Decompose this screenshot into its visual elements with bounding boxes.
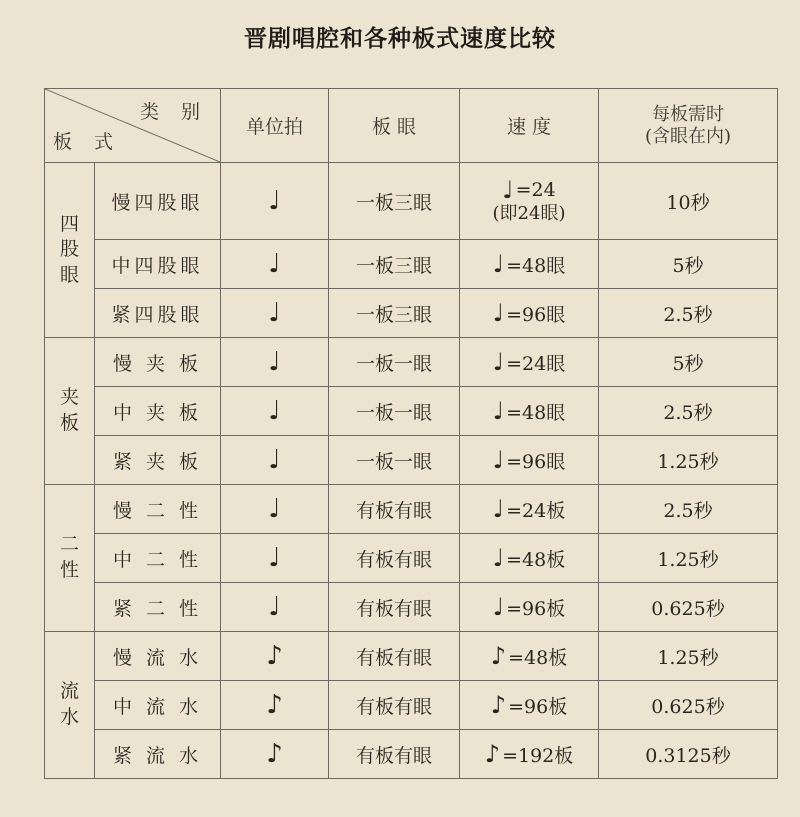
note-icon: ♪ <box>266 739 283 769</box>
table-row <box>45 338 778 387</box>
note-icon: ♩ <box>268 445 281 475</box>
note-icon: ♪ <box>266 641 283 671</box>
header-category-label: 类 别 <box>139 101 208 123</box>
note-icon: ♩ <box>492 495 505 523</box>
note-icon: ♩ <box>268 592 281 622</box>
tempo-marking <box>491 643 567 670</box>
duration-cell: 5秒 <box>599 338 778 387</box>
group-label-char: 四 <box>59 212 79 235</box>
beat-eye-cell: 有板有眼 <box>329 730 460 779</box>
tempo-marking <box>493 251 565 278</box>
group-label-char: 股 <box>59 238 79 261</box>
beat-eye-cell: 有板有眼 <box>329 681 460 730</box>
group-label-cell <box>45 632 95 779</box>
tempo-marking <box>493 496 565 523</box>
beat-eye-cell: 一板三眼 <box>329 163 460 240</box>
speed-cell <box>460 240 599 289</box>
beat-eye-cell: 一板一眼 <box>329 436 460 485</box>
speed-cell <box>460 632 599 681</box>
tempo-marking <box>493 349 565 376</box>
tempo-value: =48眼 <box>506 401 566 424</box>
tempo-marking <box>493 545 565 572</box>
note-icon: ♩ <box>268 494 281 524</box>
unit-beat-cell <box>221 681 329 730</box>
duration-cell: 2.5秒 <box>599 485 778 534</box>
speed-cell <box>460 534 599 583</box>
mode-name-cell: 中四股眼 <box>95 240 221 289</box>
tempo-value: =96眼 <box>506 450 566 473</box>
page-title: 晋剧唱腔和各种板式速度比较 <box>244 26 556 52</box>
beat-eye-cell: 有板有眼 <box>329 534 460 583</box>
mode-name-cell: 中 夹 板 <box>95 387 221 436</box>
table-row <box>45 632 778 681</box>
note-icon: ♪ <box>484 740 501 768</box>
tempo-value: =96板 <box>506 597 566 620</box>
tempo-marking <box>493 447 565 474</box>
table-row <box>45 436 778 485</box>
duration-cell: 10秒 <box>599 163 778 240</box>
mode-name-cell: 慢 夹 板 <box>95 338 221 387</box>
unit-beat-cell <box>221 583 329 632</box>
header-speed: 速 度 <box>460 89 599 163</box>
header-beat-eye: 板 眼 <box>329 89 460 163</box>
tempo-marking <box>485 741 574 768</box>
beat-eye-cell: 一板三眼 <box>329 289 460 338</box>
header-duration-line1: 每板需时 <box>652 103 724 125</box>
tempo-marking <box>502 175 556 204</box>
mode-name-cell: 中 二 性 <box>95 534 221 583</box>
mode-name-cell: 紧 二 性 <box>95 583 221 632</box>
tempo-value: =24 <box>515 178 556 201</box>
unit-beat-cell <box>221 387 329 436</box>
speed-cell <box>460 387 599 436</box>
group-label-char: 夹 <box>59 386 79 409</box>
note-icon: ♩ <box>492 250 505 278</box>
tempo-marking <box>493 398 565 425</box>
group-label-char: 二 <box>59 533 79 556</box>
table-row <box>45 289 778 338</box>
speed-cell <box>460 338 599 387</box>
tempo-value: =48板 <box>506 548 566 571</box>
note-icon: ♩ <box>502 175 514 204</box>
note-icon: ♩ <box>492 593 505 621</box>
note-icon: ♪ <box>490 691 507 719</box>
table-row <box>45 387 778 436</box>
note-icon: ♩ <box>492 348 505 376</box>
note-icon: ♩ <box>492 299 505 327</box>
mode-name-cell: 中 流 水 <box>95 681 221 730</box>
group-label-char: 水 <box>59 706 79 728</box>
duration-cell: 5秒 <box>599 240 778 289</box>
tempo-value: =48眼 <box>506 254 566 277</box>
group-label-cell <box>45 338 95 485</box>
beat-eye-cell: 有板有眼 <box>329 632 460 681</box>
table-row <box>45 163 778 240</box>
speed-cell <box>460 289 599 338</box>
note-icon: ♩ <box>492 544 505 572</box>
tempo-marking <box>491 692 567 719</box>
unit-beat-cell <box>221 730 329 779</box>
beat-eye-cell: 一板一眼 <box>329 338 460 387</box>
unit-beat-cell <box>221 240 329 289</box>
group-label-char: 板 <box>59 412 79 434</box>
mode-name-cell: 紧四股眼 <box>95 289 221 338</box>
duration-cell: 0.625秒 <box>599 681 778 730</box>
group-label-char: 流 <box>59 680 79 703</box>
duration-cell: 2.5秒 <box>599 387 778 436</box>
duration-cell: 0.3125秒 <box>599 730 778 779</box>
unit-beat-cell <box>221 289 329 338</box>
group-label-cell <box>45 163 95 338</box>
table-body <box>45 163 778 779</box>
note-icon: ♩ <box>492 446 505 474</box>
tempo-marking <box>493 594 565 621</box>
beat-eye-cell: 有板有眼 <box>329 485 460 534</box>
table-row <box>45 485 778 534</box>
tempo-value: =24板 <box>506 499 566 522</box>
duration-cell: 1.25秒 <box>599 632 778 681</box>
table-row <box>45 681 778 730</box>
speed-cell <box>460 163 599 240</box>
speed-cell <box>460 583 599 632</box>
duration-cell: 0.625秒 <box>599 583 778 632</box>
speed-cell <box>460 485 599 534</box>
mode-name-cell: 慢 流 水 <box>95 632 221 681</box>
note-icon: ♩ <box>268 186 281 216</box>
tempo-value: =192板 <box>502 744 574 767</box>
header-duration-line2: (含眼在内) <box>644 125 732 147</box>
unit-beat-cell <box>221 632 329 681</box>
mode-name-cell: 紧 夹 板 <box>95 436 221 485</box>
group-label-char: 眼 <box>59 263 79 286</box>
note-icon: ♪ <box>266 690 283 720</box>
note-icon: ♩ <box>268 347 281 377</box>
header-category-cell <box>45 89 221 163</box>
unit-beat-cell <box>221 436 329 485</box>
tempo-value: =48板 <box>508 646 568 669</box>
mode-name-cell: 紧 流 水 <box>95 730 221 779</box>
beat-eye-cell: 一板一眼 <box>329 387 460 436</box>
note-icon: ♩ <box>268 543 281 573</box>
group-label-char: 性 <box>59 559 79 581</box>
unit-beat-cell <box>221 338 329 387</box>
note-icon: ♩ <box>268 298 281 328</box>
tempo-value: =96板 <box>508 695 568 718</box>
note-icon: ♩ <box>268 249 281 279</box>
header-mode-label: 板 式 <box>53 131 122 153</box>
tempo-value: =96眼 <box>506 303 566 326</box>
duration-cell: 1.25秒 <box>599 436 778 485</box>
speed-cell <box>460 681 599 730</box>
group-label-cell <box>45 485 95 632</box>
speed-comparison-table <box>44 88 778 779</box>
table-row <box>45 240 778 289</box>
duration-cell: 2.5秒 <box>599 289 778 338</box>
header-duration <box>599 89 778 163</box>
note-icon: ♪ <box>490 642 507 670</box>
mode-name-cell: 慢 二 性 <box>95 485 221 534</box>
tempo-marking <box>493 300 565 327</box>
tempo-note: (即24眼) <box>492 202 566 224</box>
mode-name-cell: 慢四股眼 <box>95 163 221 240</box>
unit-beat-cell <box>221 485 329 534</box>
table-row <box>45 534 778 583</box>
note-icon: ♩ <box>492 397 505 425</box>
unit-beat-cell <box>221 534 329 583</box>
note-icon: ♩ <box>268 396 281 426</box>
tempo-value: =24眼 <box>506 352 566 375</box>
beat-eye-cell: 有板有眼 <box>329 583 460 632</box>
duration-cell: 1.25秒 <box>599 534 778 583</box>
header-unit-beat: 单位拍 <box>221 89 329 163</box>
speed-cell <box>460 730 599 779</box>
table-row <box>45 583 778 632</box>
beat-eye-cell: 一板三眼 <box>329 240 460 289</box>
speed-cell <box>460 436 599 485</box>
header-row <box>45 89 778 163</box>
table-row <box>45 730 778 779</box>
unit-beat-cell <box>221 163 329 240</box>
